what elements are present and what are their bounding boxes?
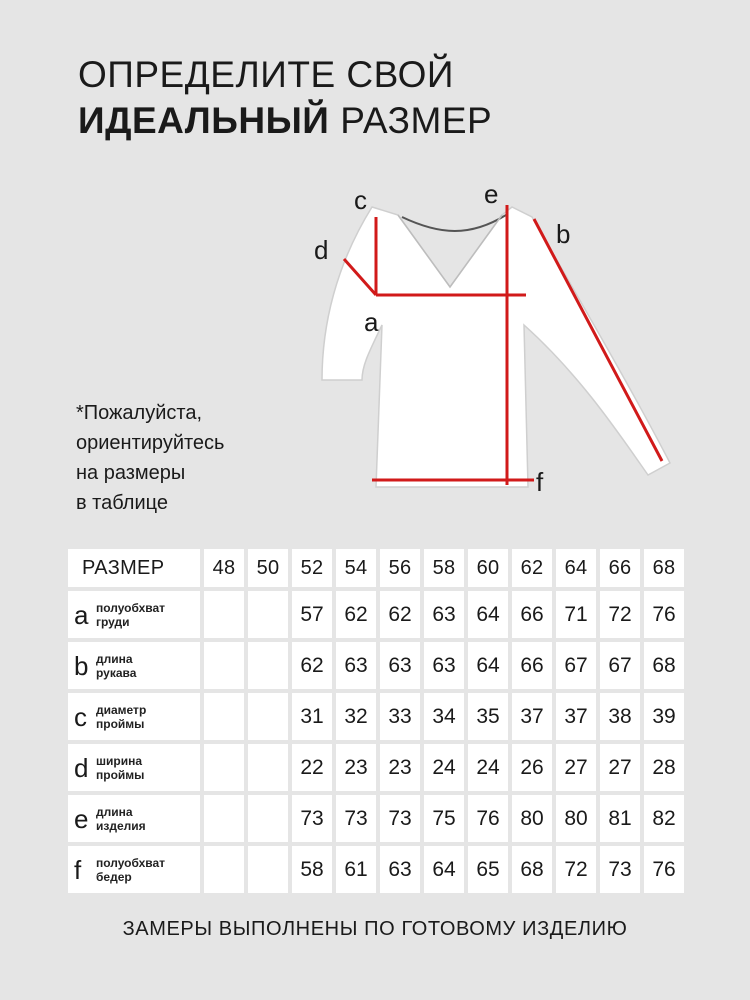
measurement-value-cell: 73	[292, 795, 332, 842]
measurement-letter: f	[74, 854, 82, 885]
size-header-cell: 48	[204, 549, 244, 587]
note-line-1: *Пожалуйста,	[76, 402, 203, 424]
size-note	[76, 398, 224, 518]
measurement-description	[96, 805, 146, 833]
measurement-value-cell: 76	[468, 795, 508, 842]
measurement-value-cell: 67	[600, 642, 640, 689]
measurement-letter: a	[74, 599, 89, 630]
measurement-value-cell	[248, 693, 288, 740]
measurement-value-cell: 24	[468, 744, 508, 791]
measurement-value-cell: 31	[292, 693, 332, 740]
measurement-row	[68, 693, 684, 740]
measurement-description-line: проймы	[96, 767, 145, 782]
measurement-value-cell: 73	[600, 846, 640, 893]
label-e: e	[484, 179, 499, 209]
measurement-value-cell: 82	[644, 795, 684, 842]
measurement-row	[68, 744, 684, 791]
measurement-value-cell: 68	[512, 846, 552, 893]
label-c: c	[354, 185, 367, 215]
title-rest-word: РАЗМЕР	[340, 100, 493, 141]
size-header-cell: 64	[556, 549, 596, 587]
measurement-label	[68, 652, 200, 680]
measurement-description	[96, 754, 144, 782]
measurement-value-cell: 39	[644, 693, 684, 740]
size-header-cell: 62	[512, 549, 552, 587]
measurement-value-cell: 63	[424, 591, 464, 638]
size-header-cell: 60	[468, 549, 508, 587]
measurement-description-line: полуобхват	[96, 855, 166, 870]
size-header-row	[68, 549, 684, 587]
measurement-row	[68, 846, 684, 893]
measurement-value-cell: 26	[512, 744, 552, 791]
measurement-value-cell: 76	[644, 591, 684, 638]
measurement-label	[68, 754, 200, 782]
measurement-value-cell: 73	[336, 795, 376, 842]
measurement-description	[96, 703, 146, 731]
measurement-label-cell	[68, 795, 200, 842]
measurement-description-line: ширина	[96, 753, 143, 768]
measurement-value-cell	[248, 795, 288, 842]
measurement-value-cell: 57	[292, 591, 332, 638]
size-header-cell: 56	[380, 549, 420, 587]
measurement-value-cell	[204, 642, 244, 689]
measurement-description-line: полуобхват	[96, 600, 166, 615]
measurement-description-line: проймы	[96, 716, 145, 731]
size-table	[64, 545, 688, 897]
note-line-2: ориентируйтесь	[76, 432, 225, 454]
measurement-description-line: изделия	[96, 818, 146, 833]
measurement-value-cell: 23	[380, 744, 420, 791]
measurement-value-cell: 66	[512, 642, 552, 689]
measurement-value-cell: 62	[336, 591, 376, 638]
title-line-1: ОПРЕДЕЛИТЕ СВОЙ	[78, 54, 454, 95]
measurement-description-line: диаметр	[96, 702, 147, 717]
measurement-label-cell	[68, 846, 200, 893]
measurement-description-line: длина	[96, 651, 133, 666]
size-header-label: РАЗМЕР	[68, 549, 200, 587]
measurement-value-cell: 80	[556, 795, 596, 842]
measurement-value-cell: 63	[380, 846, 420, 893]
size-header-cell: 52	[292, 549, 332, 587]
measurement-value-cell: 72	[600, 591, 640, 638]
measurement-description	[96, 601, 165, 629]
size-header-cell: 68	[644, 549, 684, 587]
measurement-row	[68, 591, 684, 638]
measurement-label-cell	[68, 642, 200, 689]
measurement-value-cell: 76	[644, 846, 684, 893]
measurement-value-cell: 63	[424, 642, 464, 689]
measurement-label-cell	[68, 744, 200, 791]
measurement-value-cell: 81	[600, 795, 640, 842]
measurement-value-cell: 65	[468, 846, 508, 893]
measurement-value-cell	[204, 744, 244, 791]
note-line-4: в таблице	[76, 492, 168, 514]
measurement-value-cell: 67	[556, 642, 596, 689]
title-bold-word: ИДЕАЛЬНЫЙ	[78, 100, 330, 141]
measurement-value-cell: 63	[336, 642, 376, 689]
measurement-value-cell: 64	[424, 846, 464, 893]
measurement-value-cell: 68	[644, 642, 684, 689]
measurement-letter: e	[74, 803, 89, 834]
size-header-cell: 66	[600, 549, 640, 587]
measurement-description	[96, 652, 136, 680]
measurement-value-cell: 27	[556, 744, 596, 791]
measurement-label	[68, 805, 200, 833]
measurement-value-cell	[248, 846, 288, 893]
size-header-cell: 54	[336, 549, 376, 587]
note-line-3: на размеры	[76, 462, 186, 484]
measurement-value-cell: 37	[556, 693, 596, 740]
size-header-cell: 50	[248, 549, 288, 587]
measurement-letter: b	[74, 650, 89, 681]
measurement-value-cell: 27	[600, 744, 640, 791]
measurement-value-cell	[204, 846, 244, 893]
measurement-value-cell: 61	[336, 846, 376, 893]
measurement-value-cell: 23	[336, 744, 376, 791]
measurement-row	[68, 795, 684, 842]
measurement-value-cell: 80	[512, 795, 552, 842]
measurement-label	[68, 856, 200, 884]
measurement-value-cell: 73	[380, 795, 420, 842]
measurement-value-cell: 64	[468, 642, 508, 689]
measurement-value-cell	[248, 591, 288, 638]
measurement-value-cell: 58	[292, 846, 332, 893]
measurement-value-cell	[204, 693, 244, 740]
measurement-letter: d	[74, 752, 89, 783]
label-b: b	[556, 219, 571, 249]
measurement-value-cell: 75	[424, 795, 464, 842]
garment-silhouette	[322, 207, 670, 487]
measurement-value-cell: 33	[380, 693, 420, 740]
measurement-value-cell: 32	[336, 693, 376, 740]
measurement-row	[68, 642, 684, 689]
measurement-value-cell: 22	[292, 744, 332, 791]
measurement-description-line: длина	[96, 804, 133, 819]
measurement-label	[68, 703, 200, 731]
label-d: d	[314, 235, 329, 265]
measurement-value-cell: 64	[468, 591, 508, 638]
measurement-value-cell: 63	[380, 642, 420, 689]
measurement-value-cell: 66	[512, 591, 552, 638]
page-title	[78, 52, 492, 144]
label-f: f	[536, 467, 544, 497]
measurement-value-cell: 62	[380, 591, 420, 638]
measurement-description-line: бедер	[96, 869, 132, 884]
measurement-description-line: груди	[96, 614, 130, 629]
measurement-value-cell	[248, 744, 288, 791]
measurement-label-cell	[68, 693, 200, 740]
measurement-label	[68, 601, 200, 629]
footer-note: ЗАМЕРЫ ВЫПОЛНЕНЫ ПО ГОТОВОМУ ИЗДЕЛИЮ	[122, 918, 628, 940]
measurement-value-cell	[248, 642, 288, 689]
measurement-value-cell: 34	[424, 693, 464, 740]
size-header-cell: 58	[424, 549, 464, 587]
measurement-value-cell: 35	[468, 693, 508, 740]
measurement-value-cell: 71	[556, 591, 596, 638]
measurement-description-line: рукава	[96, 665, 137, 680]
measurement-label-cell	[68, 591, 200, 638]
measurement-value-cell: 62	[292, 642, 332, 689]
title-line-2	[78, 98, 492, 144]
label-a: a	[364, 307, 379, 337]
measurement-value-cell: 38	[600, 693, 640, 740]
measurement-value-cell: 37	[512, 693, 552, 740]
measurement-description	[96, 856, 165, 884]
measurement-value-cell: 24	[424, 744, 464, 791]
measurement-value-cell	[204, 591, 244, 638]
measurement-letter: c	[74, 701, 87, 732]
measurement-value-cell: 72	[556, 846, 596, 893]
garment-diagram	[300, 175, 680, 505]
measurement-value-cell	[204, 795, 244, 842]
measurement-value-cell: 28	[644, 744, 684, 791]
